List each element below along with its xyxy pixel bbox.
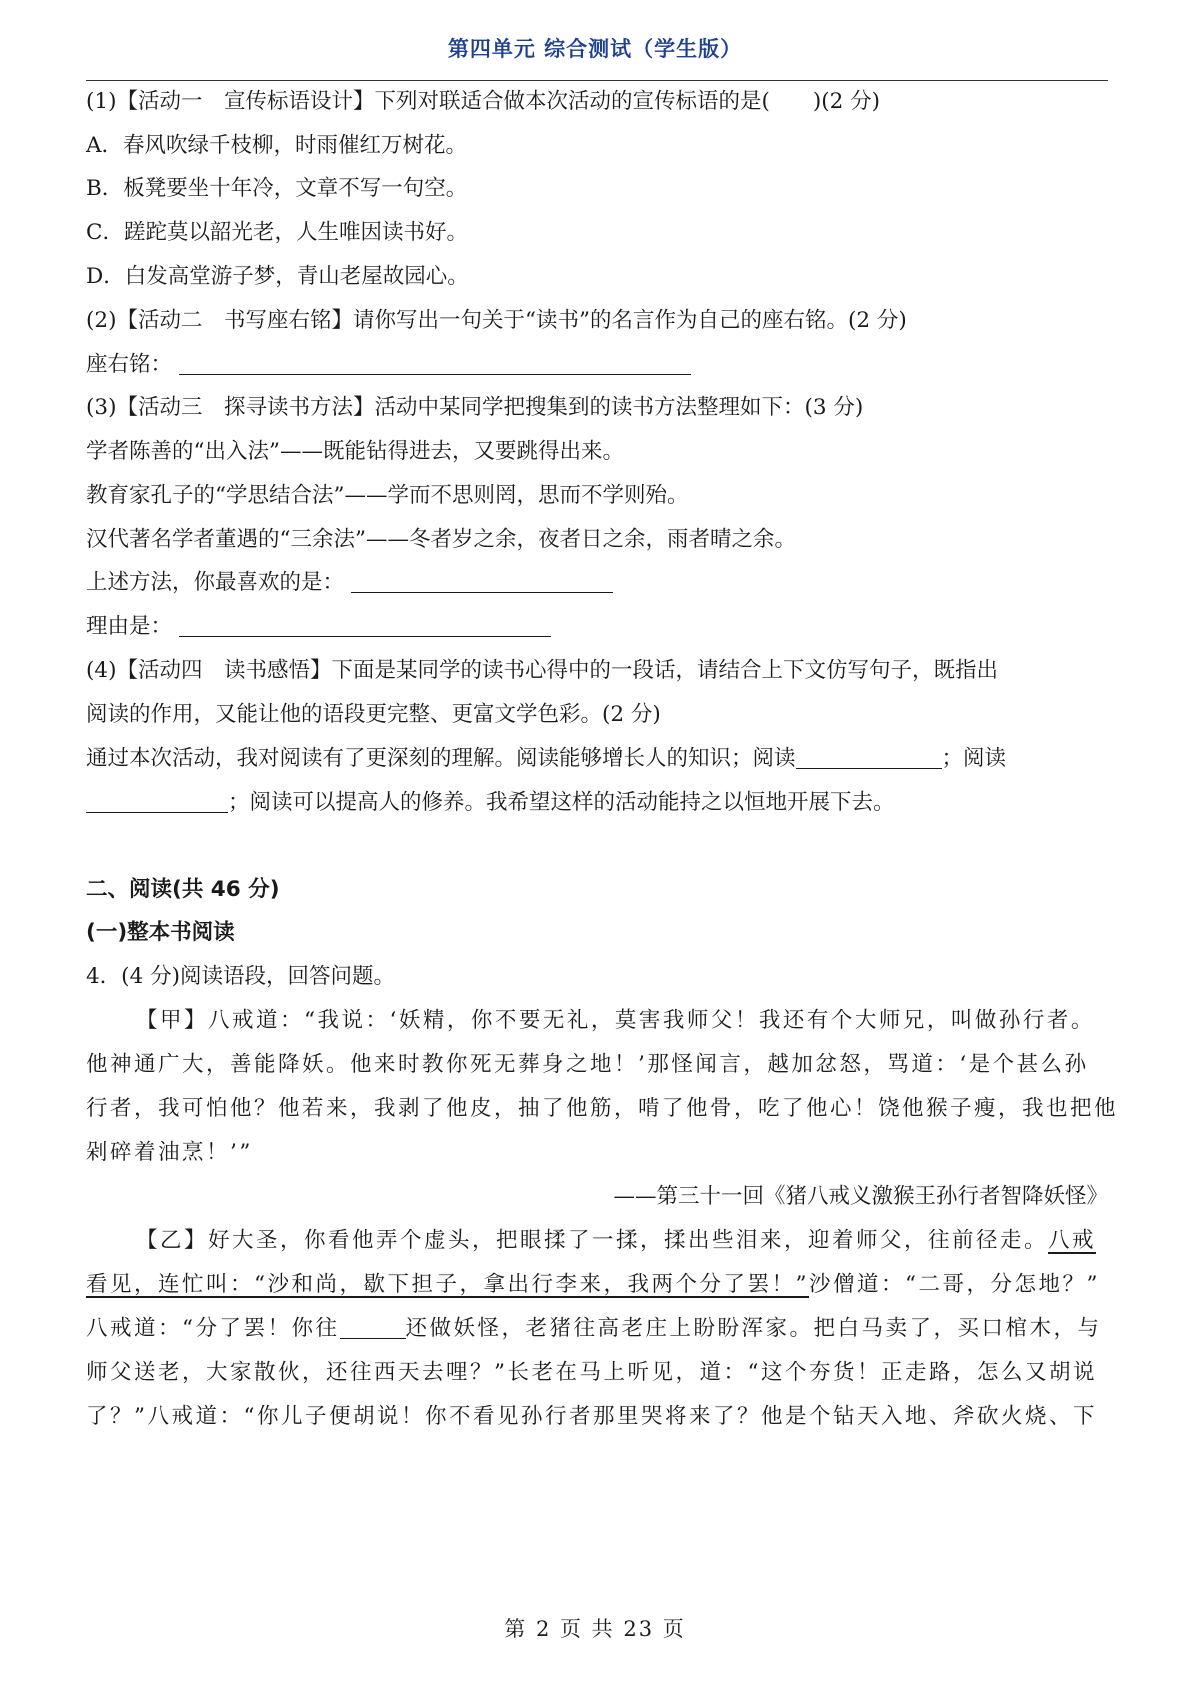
page-footer: 第 2 页 共 23 页 (504, 1617, 686, 1641)
passage-b-line-2 (86, 1270, 1108, 1300)
motto-blank[interactable] (179, 352, 691, 375)
q4-text-part3: ；阅读可以提高人的修养。我希望这样的活动能持之以恒地开展下去。 (228, 790, 895, 815)
imitation-blank-2[interactable] (86, 790, 228, 813)
imitation-blank-1[interactable] (796, 746, 942, 769)
passage-a-source: ——第三十一回《猪八戒义激猴王孙行者智降妖怪》 (613, 1184, 1108, 1209)
q1-option-c: C．蹉跎莫以韶光老，人生唯因读书好。 (86, 220, 468, 245)
passage-b-line-4: 师父送老，大家散伙，还往西天去哩？”长老在马上听见，道：“这个夯货！正走路，怎么又胡说 (86, 1360, 1097, 1385)
section-title: 二、阅读(共 46 分) (86, 877, 280, 902)
passage-b-underlined-sentence: 看见，连忙叫：“沙和尚，歇下担子，拿出行李来，我两个分了罢！” (86, 1272, 809, 1297)
favorite-blank[interactable] (351, 570, 613, 593)
q4-text-line2 (86, 788, 1108, 818)
q3-stem: (3)【活动三 探寻读书方法】活动中某同学把搜集到的读书方法整理如下：(3 分) (86, 395, 864, 420)
passage-b-line-5: 了？”八戒道：“你儿子便胡说！你不看见孙行者那里哭将来了？他是个钻天入地、斧砍火烧、下 (86, 1404, 1097, 1429)
passage-b-line-3-a: 八戒道：“分了罢！你往 (86, 1316, 340, 1341)
passage-b-underlined-start: 八戒 (1048, 1228, 1097, 1253)
header-divider (86, 80, 1108, 81)
passage-a-line-4: 剁碎着油烹！’” (86, 1140, 253, 1165)
q4-text-part2: ；阅读 (941, 746, 1007, 771)
passage-blank[interactable] (340, 1318, 406, 1339)
q3-reason-label: 理由是： (86, 614, 173, 639)
q4-text-part1: 通过本次活动，我对阅读有了更深刻的理解。阅读能够增长人的知识；阅读 (86, 746, 796, 771)
q3-method-1: 学者陈善的“出入法”——既能钻得进去，又要跳得出来。 (86, 439, 624, 464)
q3-reason-row (86, 612, 1108, 642)
passage-b-line-3-b: 还做妖怪，老猪往高老庄上盼盼浑家。把白马卖了，买口棺木，与 (405, 1316, 1102, 1341)
passage-b-line-3 (86, 1314, 1108, 1344)
section-subtitle: (一)整本书阅读 (86, 920, 235, 945)
q4-text-line1 (86, 744, 1108, 774)
passage-b-line-2-text: 沙僧道：“二哥，分怎地？” (809, 1272, 1100, 1297)
q2-answer-label: 座右铭： (86, 352, 173, 377)
q1-option-b: B．板凳要坐十年冷，文章不写一句空。 (86, 176, 468, 201)
q4-stem-line2: 阅读的作用，又能让他的语段更完整、更富文学色彩。(2 分) (86, 702, 661, 727)
q2-answer-row (86, 350, 1108, 380)
q4-stem-line1: (4)【活动四 读书感悟】下面是某同学的读书心得中的一段话，请结合上下文仿写句子，既指出 (86, 658, 998, 683)
q3-favorite-label: 上述方法，你最喜欢的是： (86, 570, 345, 595)
passage-a-line-2: 他神通广大，善能降妖。他来时教你死无葬身之地！’那怪闻言，越加忿怒，骂道：‘是个甚么孙 (86, 1052, 1089, 1077)
passage-b-line-1 (136, 1226, 1108, 1256)
q3-method-2: 教育家孔子的“学思结合法”——学而不思则罔，思而不学则殆。 (86, 483, 689, 508)
q3-favorite-row (86, 568, 1108, 598)
passage-a-line-1: 【甲】八戒道：“我说：‘妖精，你不要无礼，莫害我师父！我还有个大师兄，叫做孙行者。 (136, 1008, 1095, 1033)
q1-option-a: A．春风吹绿千枝柳，时雨催红万树花。 (86, 133, 468, 158)
question-4-stem: 4．(4 分)阅读语段，回答问题。 (86, 964, 395, 989)
q1-stem: (1)【活动一 宣传标语设计】下列对联适合做本次活动的宣传标语的是( )(2 分) (86, 89, 881, 114)
q2-stem: (2)【活动二 书写座右铭】请你写出一句关于“读书”的名言作为自己的座右铭。(2 分) (86, 308, 907, 333)
passage-a-line-3: 行者，我可怕他？他若来，我剥了他皮，抽了他筋，啃了他骨，吃了他心！饶他猴子瘦，我也把他 (86, 1096, 1119, 1121)
reason-blank[interactable] (179, 614, 551, 637)
q1-option-d: D．白发高堂游子梦，青山老屋故园心。 (86, 264, 469, 289)
page-header-title: 第四单元 综合测试（学生版） (447, 37, 743, 61)
passage-b-line-1-text: 【乙】好大圣，你看他弄个虚头，把眼揉了一揉，揉出些泪来，迎着师父，往前径走。 (136, 1228, 1049, 1253)
q3-method-3: 汉代著名学者董遇的“三余法”——冬者岁之余，夜者日之余，雨者晴之余。 (86, 527, 796, 552)
